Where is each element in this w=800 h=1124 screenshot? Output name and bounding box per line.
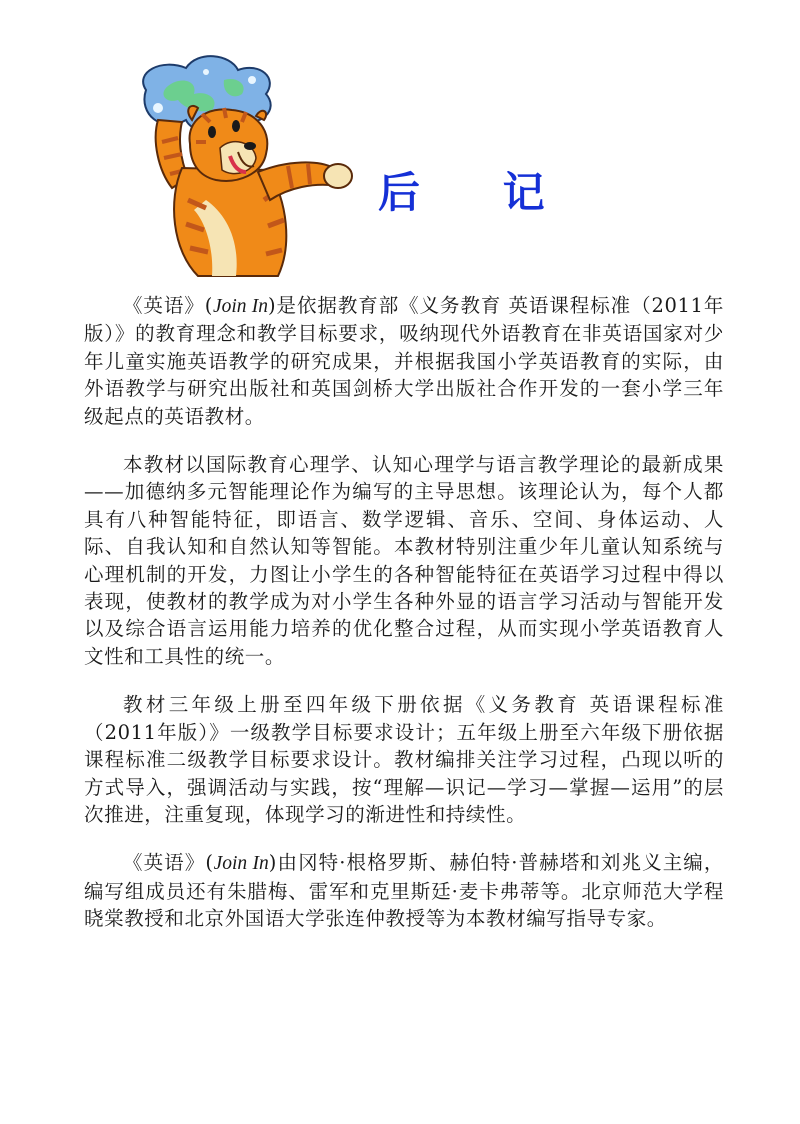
paragraph-text: 本教材以国际教育心理学、认知心理学与语言教学理论的最新成果——加德纳多元智能理论作为编写的主导思想。该理论认为，每个人都具有八种智能特征，即语言、数学逻辑、音乐、空间、身体运动、人际、自我认知和自然认知等智能。本教材特别注重少年儿童认知系统与心理机制的开发，力图让小学生的各种智能特征在英语学习过程中得以表现，使教材的教学成为对小学生各种外显的语言学习活动与智能开发以及综合语言运用能力培养的优化整合过程，从而实现小学英语教育人文性和工具性的统一。 <box>84 453 724 668</box>
book-title-cn-open: 《英语》( <box>123 294 213 317</box>
tiger-mascot-illustration <box>128 50 353 282</box>
paragraph-theory <box>84 451 724 670</box>
page-title: 后 记 <box>378 168 579 217</box>
book-title-en: Join In <box>212 296 268 317</box>
paragraph-text: 教材三年级上册至四年级下册依据《义务教育 英语课程标准（2011年版）》一级教学目标要求设计；五年级上册至六年级下册依据课程标准二级教学目标要求设计。教材编排关注学习过程，凸现以听的方式导入，强调活动与实践，按“理解—识记—学习—掌握—运用”的层次推进，注重复现，体现学习的渐进性和持续性。 <box>84 693 724 826</box>
paragraph-design <box>84 691 724 828</box>
afterword-body <box>84 292 724 933</box>
paw-shape <box>324 164 352 188</box>
book-title-en: Join In <box>213 853 269 875</box>
paragraph-text: 由冈特·根格罗斯、赫伯特·普赫塔和刘兆义主编，编写组成员还有朱腊梅、雷军和克里斯廷·麦卡弗蒂等。北京师范大学程晓棠教授和北京外国语大学张连仲教授等为本教材编写指导专家。 <box>84 851 724 931</box>
paragraph-editors <box>84 849 724 932</box>
book-title-cn-close: ) <box>267 294 277 317</box>
paragraph-text: 是依据教育部《义务教育 英语课程标准（2011年版）》的教育理念和教学目标要求，吸纳现代外语教育在非英语国家对少年儿童实施英语教学的研究成果，并根据我国小学英语教育的实际，由外语教学与研究出版社和英国剑桥大学出版社合作开发的一套小学三年级起点的英语教材。 <box>84 294 724 428</box>
paragraph-intro <box>84 292 724 430</box>
book-title-cn-open: 《英语》( <box>123 851 214 875</box>
tiger-mascot-icon <box>128 50 353 282</box>
book-title-cn-close: ) <box>268 851 277 875</box>
